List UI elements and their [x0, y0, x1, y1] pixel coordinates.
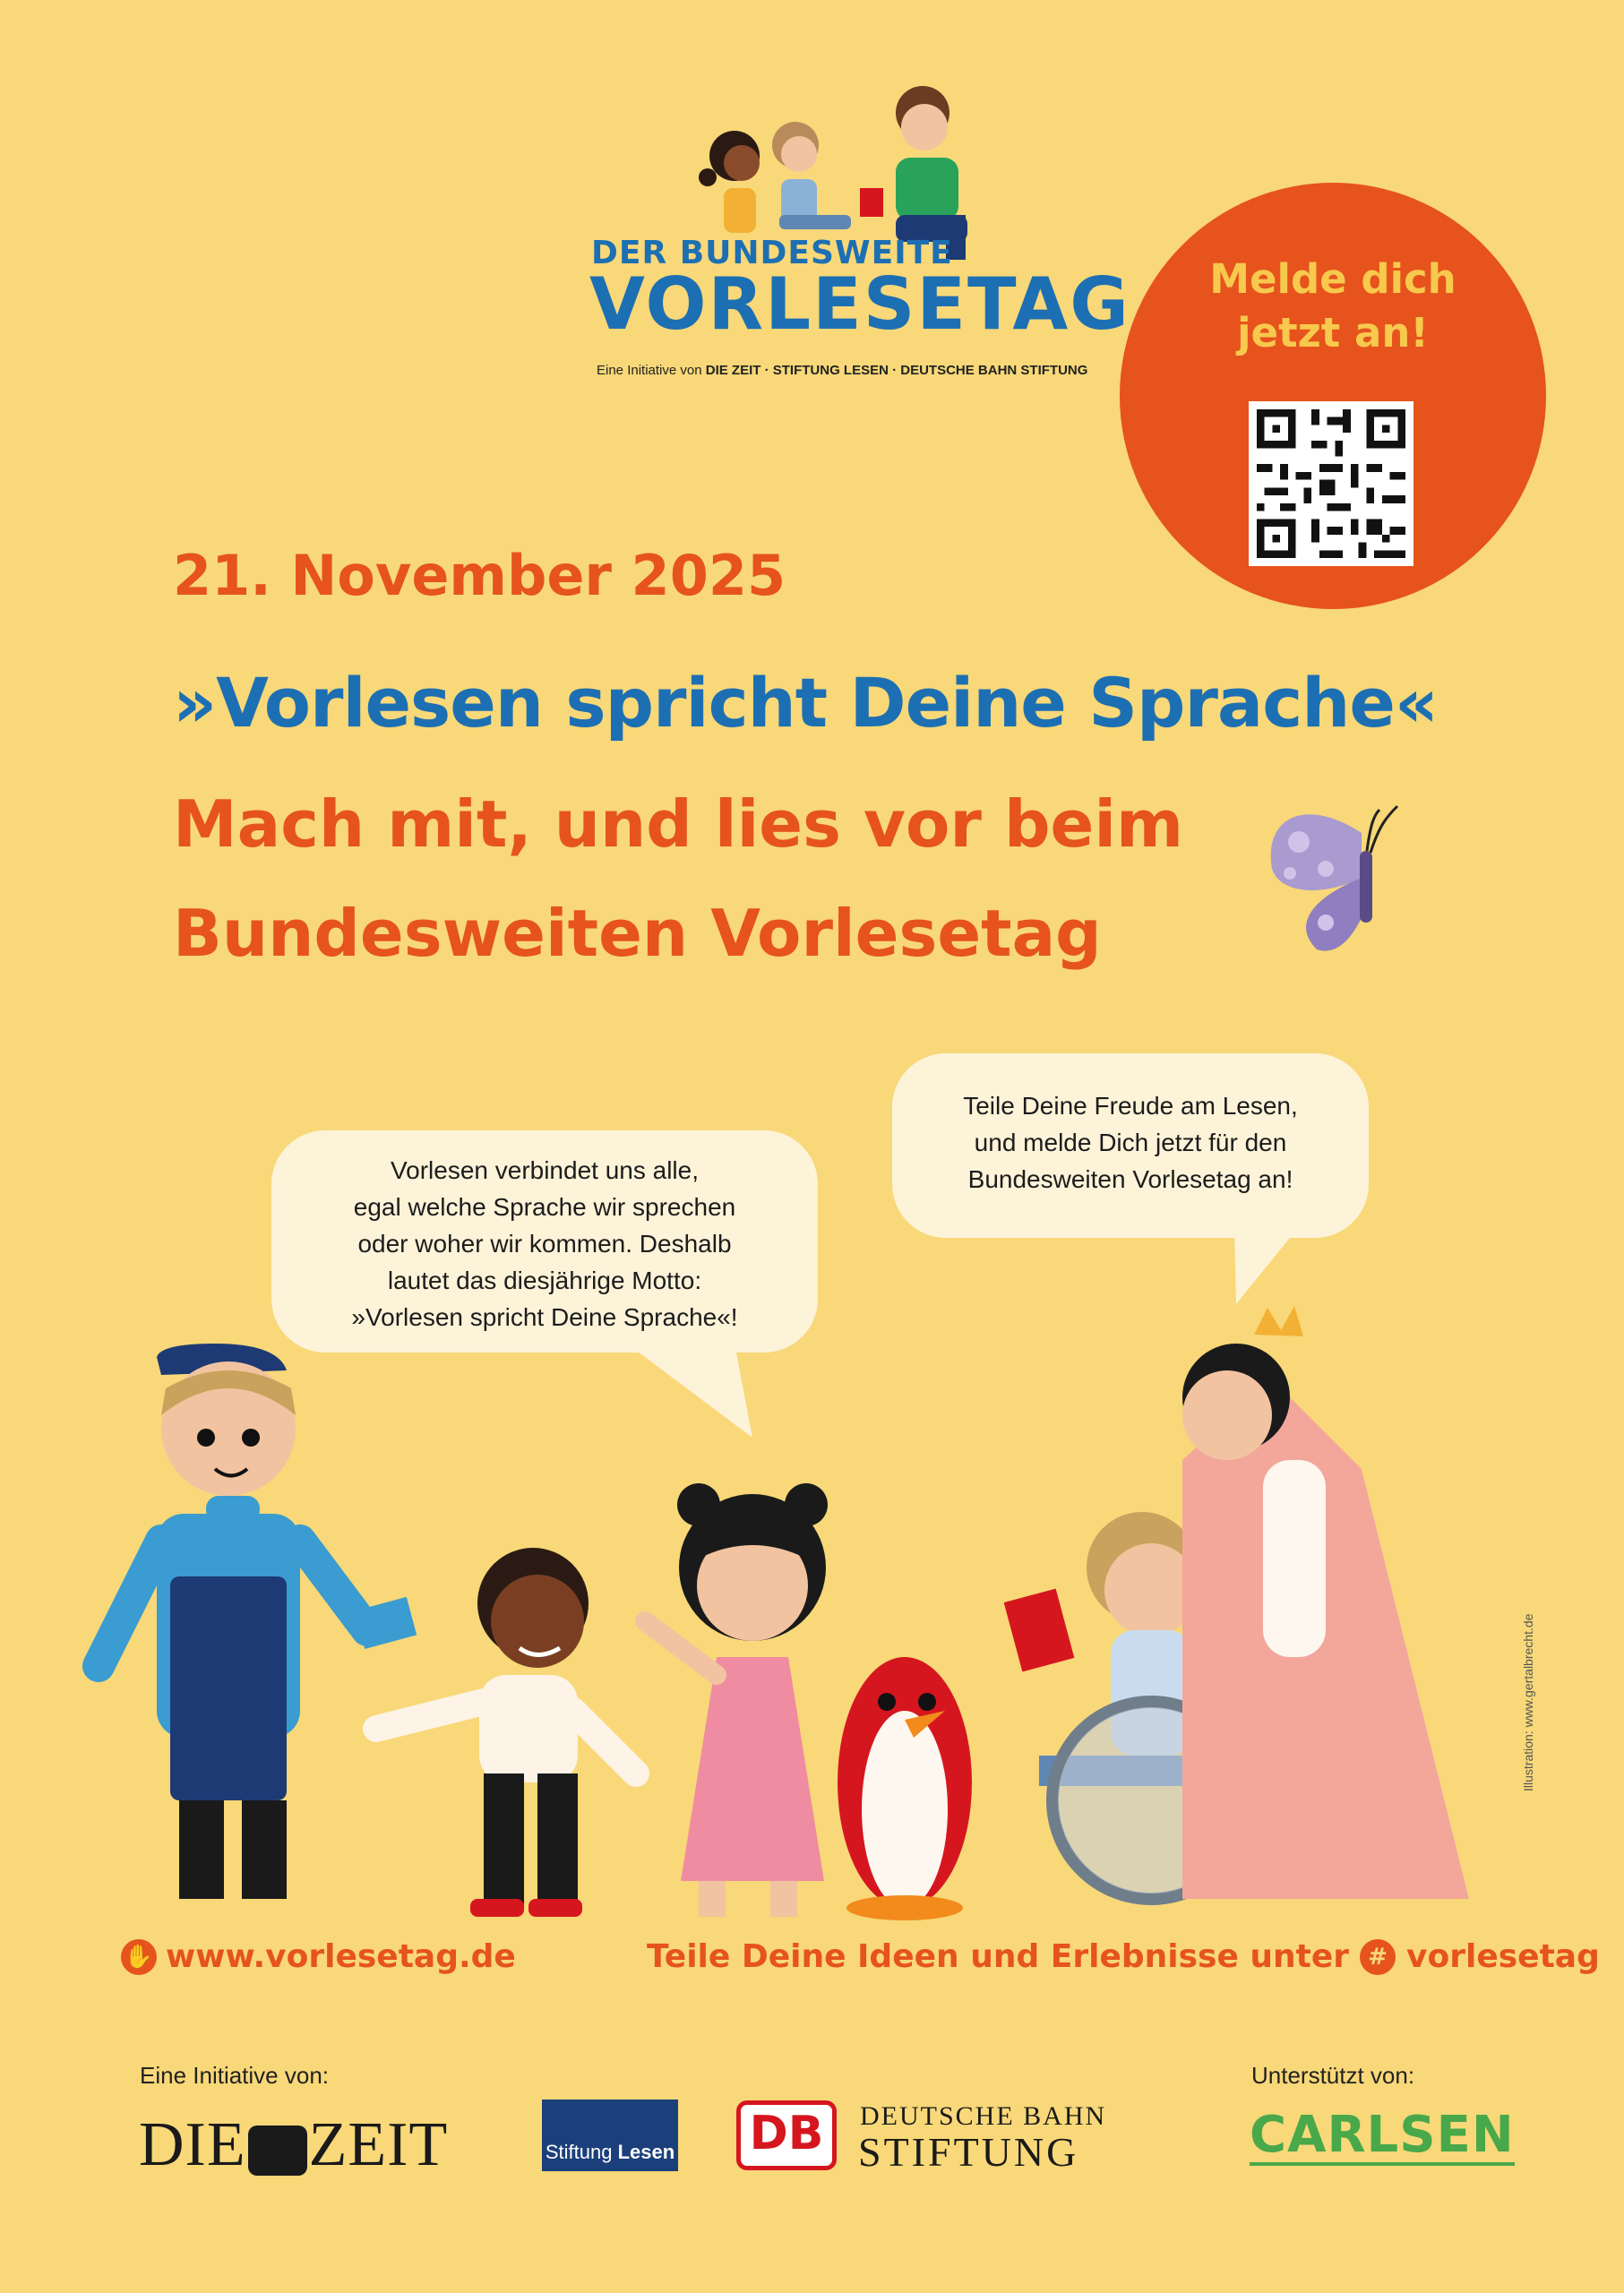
logo-reading-children-illustration	[573, 81, 1057, 260]
share-hashtag: Teile Deine Ideen und Erlebnisse unter # vorlesetag	[647, 1938, 1600, 1975]
hand-icon: ✋	[121, 1939, 157, 1975]
carlsen-logo: CARLSEN	[1250, 2106, 1515, 2164]
boy-figure	[376, 1548, 636, 1917]
website-link[interactable]: ✋ www.vorlesetag.de	[121, 1938, 516, 1975]
speech-bubble-right-text: Teile Deine Freude am Lesen, und melde Dich jetzt für den Bundesweiten Vorlesetag an!	[963, 1092, 1298, 1193]
db-logo-text: DB	[749, 2107, 824, 2160]
db-stiftung-line1: DEUTSCHE BAHN	[860, 2101, 1107, 2131]
speech-bubble-left-text: Vorlesen verbindet uns alle, egal welche Sprache wir sprechen oder woher wir kommen. Deshalb lautet das diesjährige Motto: »Vorlesen spricht Deine Sprache«!	[351, 1156, 738, 1331]
characters-illustration	[72, 1254, 1523, 1935]
signup-text: Melde dich jetzt an!	[1209, 255, 1456, 356]
db-stiftung-line2: STIFTUNG	[858, 2129, 1079, 2175]
butterfly-illustration	[1254, 797, 1415, 985]
illustration-credit: Illustration: www.gertalbrecht.de	[1521, 1613, 1535, 1791]
event-date: 21. November 2025	[173, 543, 786, 608]
penguin-figure	[838, 1657, 972, 1920]
support-label: Unterstützt von:	[1251, 2062, 1415, 2089]
logo-subtitle: Eine Initiative von DIE ZEIT · STIFTUNG LESEN · DEUTSCHE BAHN STIFTUNG	[597, 363, 1088, 378]
die-zeit-logo: DIE ZEIT	[139, 2110, 449, 2179]
logo-title-line2: VORLESETAG	[589, 262, 1130, 346]
qr-code-icon[interactable]	[1249, 401, 1413, 566]
zeit-crest-icon	[248, 2126, 307, 2176]
call-to-action-line2: Bundesweiten Vorlesetag	[173, 896, 1102, 971]
motto-heading: »Vorlesen spricht Deine Sprache«	[173, 663, 1438, 743]
initiative-label: Eine Initiative von:	[140, 2062, 330, 2089]
logo-title-line1: DER BUNDESWEITE	[591, 235, 953, 271]
call-to-action-line1: Mach mit, und lies vor beim	[173, 786, 1184, 862]
girl-figure	[645, 1483, 828, 1917]
hashtag-icon: #	[1360, 1939, 1396, 1975]
princess-figure	[1182, 1306, 1469, 1899]
conductor-figure	[99, 1344, 417, 1899]
stiftung-lesen-text: Stiftung Lesen	[545, 2141, 675, 2163]
